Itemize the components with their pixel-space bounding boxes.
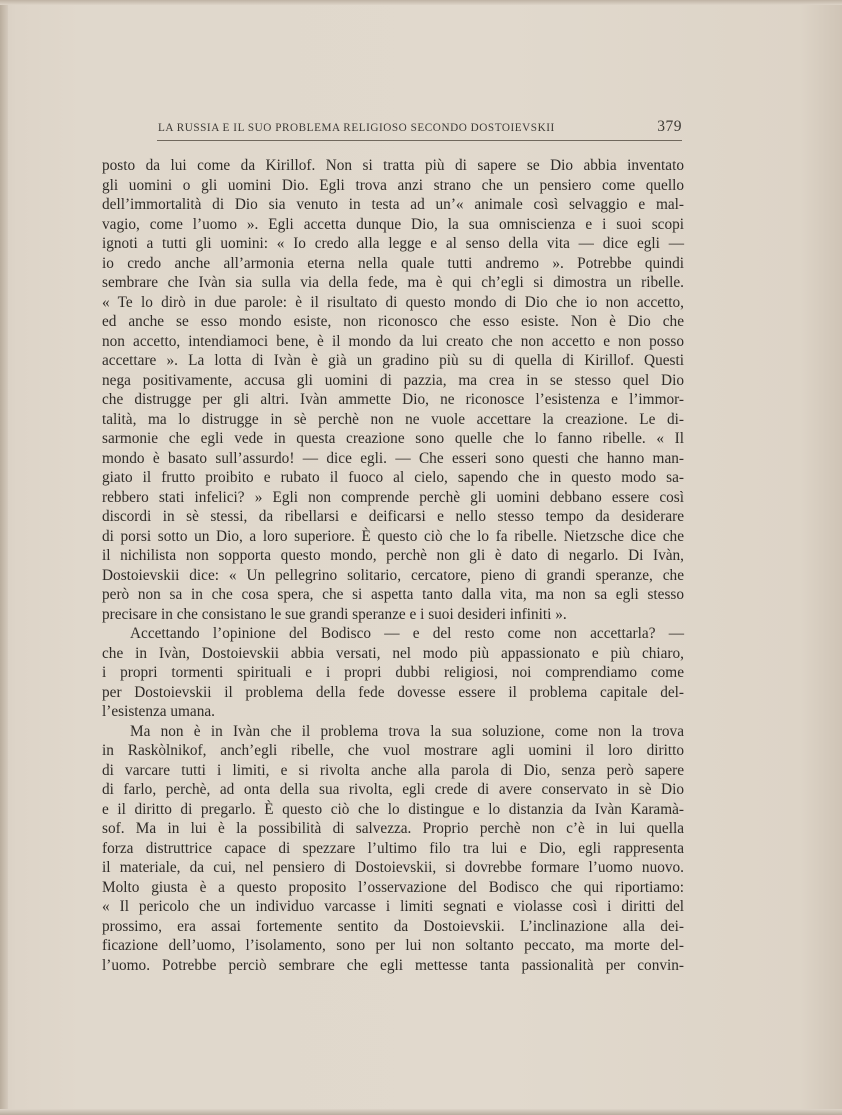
text-line: « Il pericolo che un individuo varcasse i limiti segnati e violasse così i diritti del [102, 898, 684, 915]
text-line: in Raskòlnikof, anch’egli ribelle, che vuol mostrare agli uomini il loro diritto [102, 742, 684, 759]
text-line: il materiale, da cui, nel pensiero di Dostoievskii, si dovrebbe formare l’uomo nuovo. [102, 859, 684, 876]
text-line: però non sa in che cosa spera, che si aspetta tanto dalla vita, ma non sa egli stesso [102, 586, 684, 603]
text-line: di farlo, perchè, ad onta della sua rivolta, egli crede di avere conservato in sè Dio [102, 781, 684, 798]
text-line: non accetto, intendiamoci bene, è il mondo da lui creato che non accetto e non posso [102, 332, 684, 350]
text-line: il nichilista non sopporta questo mondo, perchè non gli è dato di negarlo. Di Ivàn, [102, 547, 684, 564]
page-left-edge [0, 0, 8, 1115]
text-line: io credo anche all’armonia eterna nella quale tutti andremo ». Potrebbe quindi [102, 254, 684, 272]
text-line: l’esistenza umana. [102, 703, 215, 720]
text-line: rebbero stati infelici? » Egli non comprende perchè gli uomini debbano essere così [102, 488, 684, 506]
text-line: sof. Ma in lui è la possibilità di salvezza. Proprio perchè non c’è in lui quella [102, 820, 684, 837]
text-line: che distrugge per gli altri. Ivàn ammette Dio, ne riconosce l’esistenza e l’immor- [102, 391, 684, 408]
running-title: LA RUSSIA E IL SUO PROBLEMA RELIGIOSO SECONDO DOSTOIEVSKII [158, 122, 555, 134]
text-line: nega positivamente, accusa gli uomini di pazzia, ma crea in se stesso quel Dio [102, 371, 684, 389]
text-line: « Te lo dirò in due parole: è il risultato di questo mondo di Dio che io non accetto, [102, 293, 684, 311]
page-top-edge [0, 0, 842, 5]
text-line: per Dostoievskii il problema della fede dovesse essere il problema capitale del- [102, 683, 684, 701]
text-line: mondo è basato sull’assurdo! — dice egli. — Che esseri sono questi che hanno man- [102, 449, 684, 467]
body-text [102, 156, 684, 975]
text-line: ignoti a tutti gli uomini: « Io credo alla legge e al senso della vita — dice egli — [102, 235, 684, 252]
text-line: gli uomini o gli uomini Dio. Egli trova anzi strano che un pensiero come quello [102, 176, 684, 194]
text-line: prossimo, era assai fortemente sentito da Dostoievskii. L’inclinazione alla dei- [102, 917, 684, 935]
text-line: che in Ivàn, Dostoievskii abbia versati, nel modo più appassionato e più chiaro, [102, 644, 684, 662]
page-number: 379 [657, 118, 682, 135]
text-line: l’uomo. Potrebbe perciò sembrare che egli mettesse tanta passionalità per convin- [102, 956, 684, 974]
text-line: Molto giusta è a questo proposito l’osservazione del Bodisco che qui riportiamo: [102, 878, 684, 896]
text-line: di varcare tutti i limiti, e si rivolta anche alla parola di Dio, senza però sapere [102, 761, 684, 779]
text-line: posto da lui come da Kirillof. Non si tratta più di sapere se Dio abbia inventato [102, 157, 684, 174]
text-line: talità, ma lo distrugge in sè perchè non ne vuole accettare la creazione. Le di- [102, 410, 684, 428]
text-line: ed anche se esso mondo esiste, non riconosco che esso esiste. Non è Dio che [102, 313, 684, 330]
header-rule [157, 140, 682, 141]
paragraph-start-line: Accettando l’opinione del Bodisco — e del resto come non accettarla? — [130, 625, 684, 642]
page-header [158, 118, 682, 138]
text-line: ficazione dell’uomo, l’isolamento, sono per lui non soltanto peccato, ma morte del- [102, 937, 684, 954]
text-line: dell’immortalità di Dio sia venuto in testa ad un’« animale così selvaggio e mal- [102, 196, 684, 213]
text-line: accettare ». La lotta di Ivàn è già un gradino più su di quella di Kirillof. Questi [102, 352, 684, 369]
text-line: precisare in che consistano le sue grandi speranze e i suoi desideri infiniti ». [102, 605, 567, 623]
text-line: vagio, come l’uomo ». Egli accetta dunque Dio, la sua omniscienza e i suoi scopi [102, 215, 684, 233]
text-line: e il diritto di pregarlo. È questo ciò che lo distingue e lo distanzia da Ivàn Karamà- [102, 800, 684, 818]
text-line: discordi in sè stessi, da ribellarsi e deificarsi e nello stesso tempo da desiderare [102, 508, 684, 525]
text-line: sarmonie che egli vede in questa creazione sono quelle che lo fanno ribelle. « Il [102, 430, 684, 447]
paragraph-start-line: Ma non è in Ivàn che il problema trova la sua soluzione, come non la trova [130, 722, 684, 740]
text-line: giato il frutto proibito e rubato il fuoco al cielo, sapendo che in questo modo sa- [102, 469, 684, 486]
text-line: Dostoievskii dice: « Un pellegrino solitario, cercatore, pieno di grandi speranze, che [102, 566, 684, 584]
page-bottom-edge [0, 1109, 842, 1115]
text-line: di porsi sotto un Dio, a loro superiore. È questo ciò che lo fa ribelle. Nietzsche dice che [102, 527, 684, 545]
text-line: sembrare che Ivàn sia sulla via della fede, ma è qui ch’egli si dimostra un ribelle. [102, 274, 684, 291]
text-line: i propri tormenti spirituali e i propri dubbi religiosi, noi comprendiamo come [102, 664, 684, 681]
text-line: forza distruttrice capace di spezzare l’ultimo filo tra lui e Dio, egli rappresenta [102, 839, 684, 857]
